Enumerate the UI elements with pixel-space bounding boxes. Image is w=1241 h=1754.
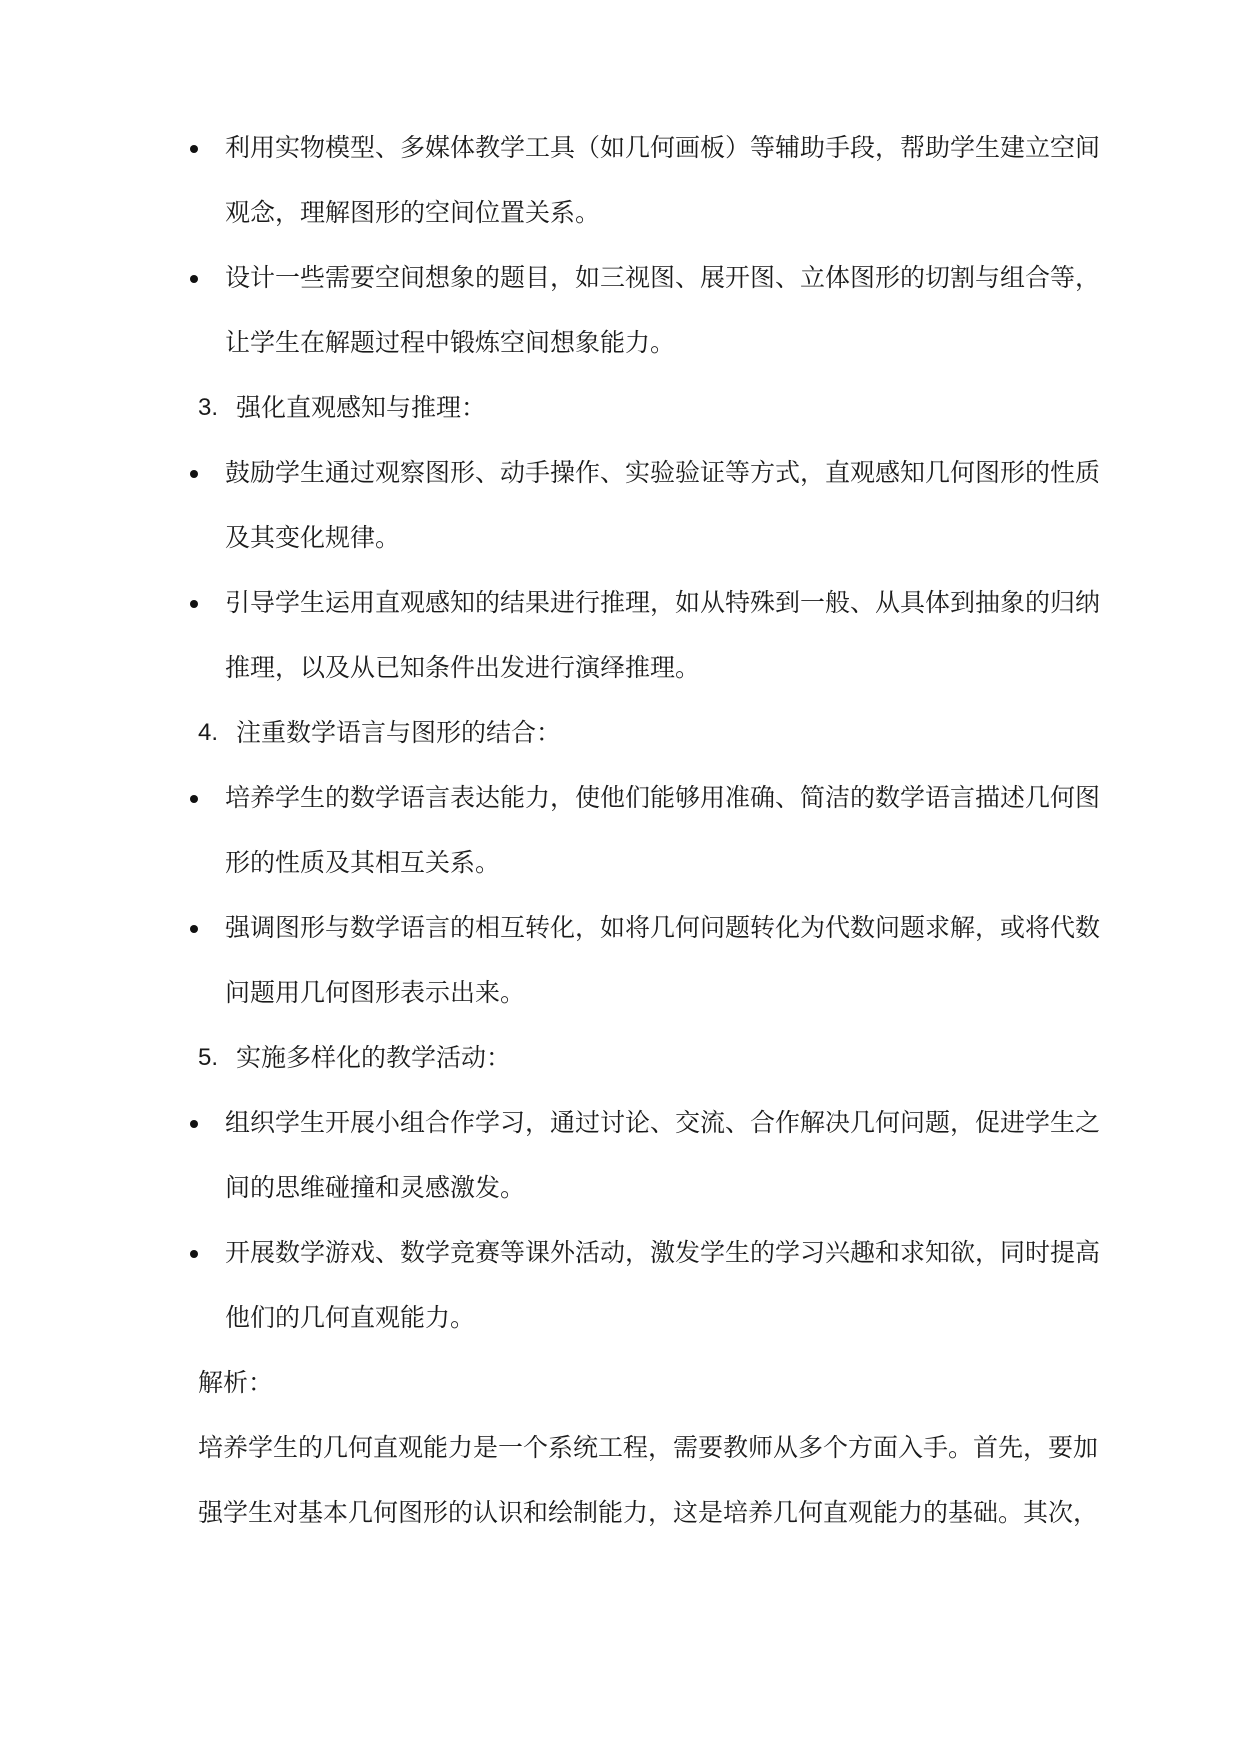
bullet-marker-icon (190, 1250, 198, 1258)
analysis-paragraph-line: 培养学生的几何直观能力是一个系统工程，需要教师从多个方面入手。首先，要加 (198, 1433, 1099, 1462)
bullet-item-line: 及其变化规律。 (225, 523, 401, 552)
bullet-marker-icon (190, 1120, 198, 1128)
bullet-item-line: 培养学生的数学语言表达能力，使他们能够用准确、简洁的数学语言描述几何图 (225, 783, 1101, 812)
bullet-item-line: 间的思维碰撞和灵感激发。 (225, 1173, 526, 1202)
bullet-item-line: 组织学生开展小组合作学习，通过讨论、交流、合作解决几何问题，促进学生之 (225, 1108, 1101, 1137)
bullet-item-line: 问题用几何图形表示出来。 (225, 978, 526, 1007)
bullet-item-line: 他们的几何直观能力。 (225, 1303, 476, 1332)
bullet-marker-icon (190, 795, 198, 803)
bullet-item-line: 引导学生运用直观感知的结果进行推理，如从特殊到一般、从具体到抽象的归纳 (225, 588, 1101, 617)
list-number: 3. (198, 394, 219, 421)
analysis-heading: 解析： (198, 1368, 274, 1397)
bullet-item-line: 观念，理解图形的空间位置关系。 (225, 198, 601, 227)
analysis-paragraph-line: 强学生对基本几何图形的认识和绘制能力，这是培养几何直观能力的基础。其次， (198, 1498, 1099, 1527)
bullet-item-line: 开展数学游戏、数学竞赛等课外活动，激发学生的学习兴趣和求知欲，同时提高 (225, 1238, 1101, 1267)
bullet-item-line: 利用实物模型、多媒体教学工具（如几何画板）等辅助手段，帮助学生建立空间 (225, 133, 1101, 162)
bullet-marker-icon (190, 925, 198, 933)
bullet-marker-icon (190, 145, 198, 153)
bullet-item-line: 鼓励学生通过观察图形、动手操作、实验验证等方式，直观感知几何图形的性质 (225, 458, 1101, 487)
bullet-item-line: 设计一些需要空间想象的题目，如三视图、展开图、立体图形的切割与组合等， (225, 263, 1101, 292)
numbered-heading: 注重数学语言与图形的结合： (236, 718, 562, 747)
bullet-marker-icon (190, 600, 198, 608)
list-number: 5. (198, 1044, 219, 1071)
bullet-marker-icon (190, 470, 198, 478)
bullet-item-line: 强调图形与数学语言的相互转化，如将几何问题转化为代数问题求解，或将代数 (225, 913, 1101, 942)
list-number: 4. (198, 719, 219, 746)
bullet-item-line: 形的性质及其相互关系。 (225, 848, 501, 877)
numbered-heading: 强化直观感知与推理： (236, 393, 487, 422)
bullet-marker-icon (190, 275, 198, 283)
bullet-item-line: 让学生在解题过程中锻炼空间想象能力。 (225, 328, 676, 357)
bullet-item-line: 推理，以及从已知条件出发进行演绎推理。 (225, 653, 701, 682)
numbered-heading: 实施多样化的教学活动： (236, 1043, 512, 1072)
